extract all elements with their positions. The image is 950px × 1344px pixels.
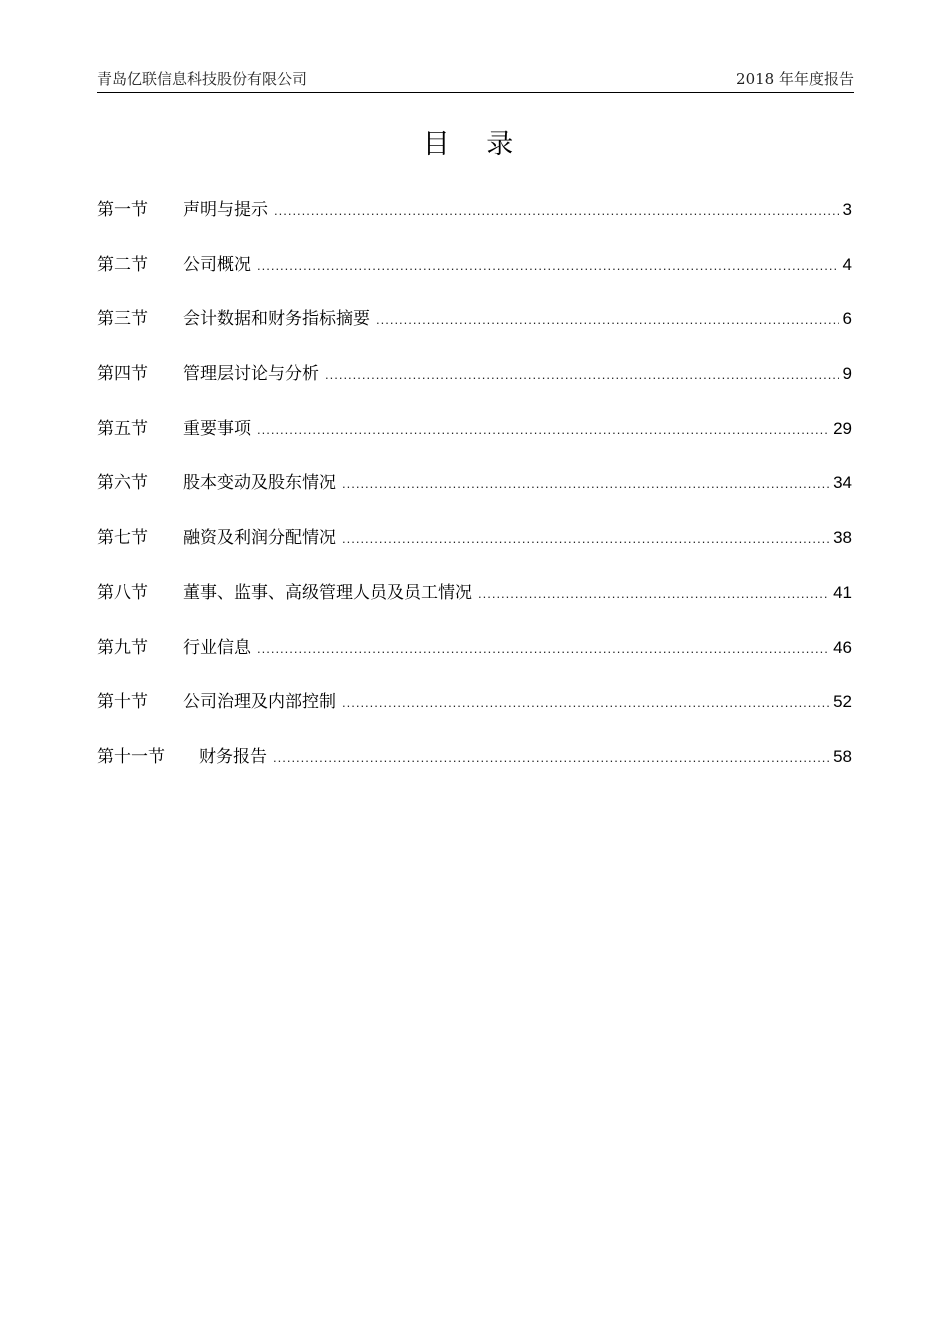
toc-section-number: 第五节 [97, 418, 148, 439]
toc-page-number: 41 [833, 582, 852, 602]
toc-leader-dots [325, 363, 839, 387]
toc-section-title: 公司治理及内部控制 [183, 692, 336, 713]
toc-leader-dots [376, 308, 839, 332]
toc-section-number: 第一节 [97, 200, 148, 220]
toc-entry-8[interactable] [97, 581, 852, 636]
toc-section-number: 第八节 [97, 582, 148, 603]
toc-leader-dots [342, 527, 829, 551]
toc-page-number: 29 [833, 418, 852, 438]
toc-leader-dots [342, 472, 829, 496]
toc-section-title: 行业信息 [183, 637, 251, 658]
page-header [97, 64, 854, 93]
toc-entry-6[interactable] [97, 471, 852, 526]
toc-section-title: 董事、监事、高级管理人员及员工情况 [183, 582, 472, 603]
toc-entry-11[interactable] [97, 745, 852, 800]
toc-page-number: 46 [833, 637, 852, 657]
toc-leader-dots [257, 254, 839, 278]
toc-page-number: 38 [833, 528, 852, 548]
toc-section-number: 第四节 [97, 364, 148, 385]
toc-section-title: 管理层讨论与分析 [183, 364, 319, 385]
table-of-contents [97, 198, 852, 800]
toc-page-number: 34 [833, 473, 852, 493]
toc-leader-dots [257, 418, 829, 442]
toc-section-title: 股本变动及股东情况 [183, 473, 336, 494]
toc-section-number: 第十节 [97, 692, 148, 713]
toc-section-number: 第七节 [97, 528, 148, 549]
toc-entry-10[interactable] [97, 690, 852, 745]
header-report-title: 2018 年年度报告 [736, 70, 854, 88]
toc-leader-dots [478, 582, 829, 606]
toc-section-title: 重要事项 [183, 418, 251, 439]
toc-section-title: 公司概况 [183, 254, 251, 275]
toc-leader-dots [273, 746, 829, 770]
toc-section-title: 会计数据和财务指标摘要 [183, 309, 370, 330]
toc-leader-dots [342, 691, 829, 715]
toc-entry-5[interactable] [97, 417, 852, 472]
toc-page-number: 3 [842, 200, 852, 219]
toc-entry-2[interactable] [97, 253, 852, 308]
toc-section-number: 第三节 [97, 309, 148, 330]
toc-entry-9[interactable] [97, 636, 852, 691]
toc-section-number: 第二节 [97, 254, 148, 275]
toc-section-number: 第六节 [97, 473, 148, 494]
toc-page-number: 6 [842, 309, 852, 329]
toc-page-number: 52 [833, 692, 852, 712]
toc-page-number: 4 [842, 254, 852, 274]
toc-entry-1[interactable] [97, 198, 852, 253]
toc-section-title: 声明与提示 [183, 200, 268, 220]
toc-entry-3[interactable] [97, 307, 852, 362]
toc-entry-7[interactable] [97, 526, 852, 581]
page-title: 目 录 [422, 129, 528, 160]
toc-page-number: 9 [842, 364, 852, 384]
toc-leader-dots [257, 637, 829, 661]
toc-section-title: 财务报告 [199, 746, 267, 767]
toc-leader-dots [274, 199, 839, 223]
toc-entry-4[interactable] [97, 362, 852, 417]
header-company-name: 青岛亿联信息科技股份有限公司 [97, 70, 308, 88]
toc-section-number: 第九节 [97, 637, 148, 658]
toc-section-title: 融资及利润分配情况 [183, 528, 336, 549]
toc-section-number: 第十一节 [97, 746, 165, 767]
toc-page-number: 58 [833, 746, 852, 766]
